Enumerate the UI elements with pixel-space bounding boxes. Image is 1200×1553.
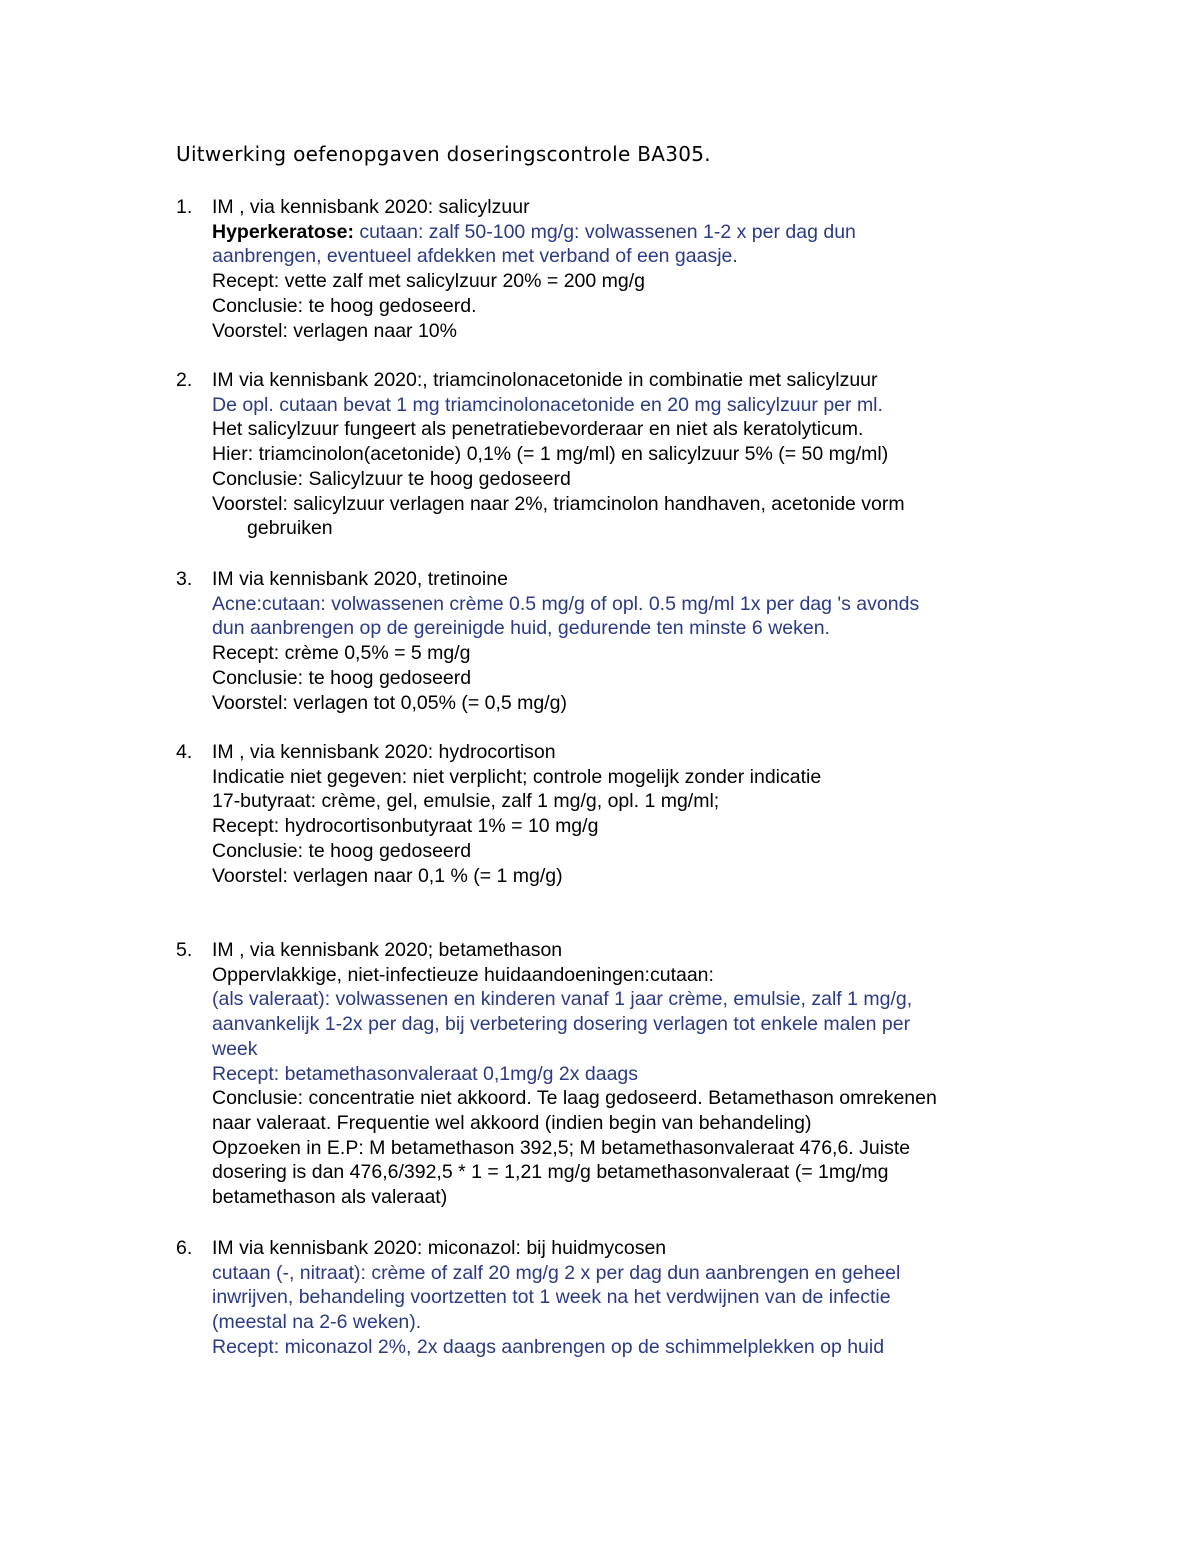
item-conclusie: Conclusie: te hoog gedoseerd.: [212, 294, 477, 317]
item-conclusie: Conclusie: concentratie niet akkoord. Te laag gedoseerd. Betamethason omrekenen: [212, 1087, 937, 1110]
item-indication-line: aanbrengen, eventueel afdekken met verband of een gaasje.: [212, 245, 738, 268]
item-indication-line: Acne:cutaan: volwassenen crème 0.5 mg/g of opl. 0.5 mg/ml 1x per dag 's avonds: [212, 592, 920, 615]
item-opzoeken-continued: dosering is dan 476,6/392,5 * 1 = 1,21 mg/g betamethasonvaleraat (= 1mg/mg: [212, 1161, 889, 1184]
item-voorstel-continued: gebruiken: [247, 517, 333, 540]
item-number: 5.: [176, 939, 193, 961]
item-opzoeken-continued: betamethason als valeraat): [212, 1186, 448, 1209]
item-indication-line: Indicatie niet gegeven: niet verplicht; controle mogelijk zonder indicatie: [212, 765, 822, 788]
indication-label: Hyperkeratose:: [212, 220, 354, 243]
item-heading: IM , via kennisbank 2020: hydrocortison: [212, 741, 556, 763]
item-number: 1.: [176, 196, 193, 218]
item-voorstel: Voorstel: verlagen tot 0,05% (= 0,5 mg/g): [212, 691, 567, 714]
item-indication-line: week: [212, 1037, 258, 1060]
item-number: 3.: [176, 568, 193, 590]
item-heading: IM via kennisbank 2020, tretinoine: [212, 568, 508, 590]
item-indication-line: inwrijven, behandeling voortzetten tot 1 week na het verdwijnen van de infectie: [212, 1286, 891, 1309]
item-voorstel: Voorstel: salicylzuur verlagen naar 2%, triamcinolon handhaven, acetonide vorm: [212, 492, 905, 515]
item-heading: IM , via kennisbank 2020; betamethason: [212, 939, 563, 961]
item-number: 2.: [176, 369, 193, 391]
item-recept: Recept: betamethasonvaleraat 0,1mg/g 2x daags: [212, 1062, 639, 1085]
item-heading: IM via kennisbank 2020: miconazol: bij huidmycosen: [212, 1237, 667, 1259]
item-heading: IM , via kennisbank 2020: salicylzuur: [212, 196, 530, 218]
item-conclusie: Conclusie: te hoog gedoseerd: [212, 666, 472, 689]
item-heading: IM via kennisbank 2020:, triamcinolonacetonide in combinatie met salicylzuur: [212, 369, 878, 391]
item-voorstel: Voorstel: verlagen naar 10%: [212, 319, 457, 342]
item-indication-line: De opl. cutaan bevat 1 mg triamcinolonacetonide en 20 mg salicylzuur per ml.: [212, 393, 883, 416]
item-content: [212, 938, 1042, 1210]
item-conclusie-continued: naar valeraat. Frequentie wel akkoord (indien begin van behandeling): [212, 1111, 812, 1134]
item-conclusie: Conclusie: Salicylzuur te hoog gedoseerd: [212, 467, 571, 490]
item-recept: Recept: miconazol 2%, 2x daags aanbrengen op de schimmelplekken op huid: [212, 1335, 885, 1358]
document-title: Uitwerking oefenopgaven doseringscontrole BA305.: [176, 142, 711, 166]
item-recept: Recept: vette zalf met salicylzuur 20% = 200 mg/g: [212, 270, 645, 293]
item-indication-line: Het salicylzuur fungeert als penetratiebevorderaar en niet als keratolyticum.: [212, 418, 864, 441]
item-content: [212, 368, 1042, 541]
item-number: 6.: [176, 1237, 193, 1259]
item-voorstel: Voorstel: verlagen naar 0,1 % (= 1 mg/g): [212, 864, 563, 887]
item-content: [212, 195, 1042, 343]
item-opzoeken: Opzoeken in E.P: M betamethason 392,5; M betamethasonvaleraat 476,6. Juiste: [212, 1136, 911, 1159]
item-recept: Recept: crème 0,5% = 5 mg/g: [212, 642, 471, 665]
item-content: [212, 740, 1042, 888]
item-indication-line: (meestal na 2-6 weken).: [212, 1311, 422, 1334]
item-indication-line: (als valeraat): volwassenen en kinderen vanaf 1 jaar crème, emulsie, zalf 1 mg/g,: [212, 988, 913, 1011]
item-conclusie: Conclusie: te hoog gedoseerd: [212, 839, 472, 862]
item-number: 4.: [176, 741, 193, 763]
item-hier: Hier: triamcinolon(acetonide) 0,1% (= 1 mg/ml) en salicylzuur 5% (= 50 mg/ml): [212, 443, 889, 466]
item-recept: Recept: hydrocortisonbutyraat 1% = 10 mg/g: [212, 815, 599, 838]
item-indication-line: [212, 220, 1042, 245]
item-content: [212, 1236, 1042, 1360]
item-indication-line: Oppervlakkige, niet-infectieuze huidaandoeningen:cutaan:: [212, 963, 714, 986]
item-content: [212, 567, 1042, 715]
indication-text: cutaan: zalf 50-100 mg/g: volwassenen 1-2 x per dag dun: [353, 220, 856, 243]
item-indication-line: cutaan (-, nitraat): crème of zalf 20 mg/g 2 x per dag dun aanbrengen en geheel: [212, 1261, 901, 1284]
item-indication-line: aanvankelijk 1-2x per dag, bij verbetering dosering verlagen tot enkele malen per: [212, 1013, 911, 1036]
item-indication-line: 17-butyraat: crème, gel, emulsie, zalf 1 mg/g, opl. 1 mg/ml;: [212, 790, 720, 813]
item-indication-line: dun aanbrengen op de gereinigde huid, gedurende ten minste 6 weken.: [212, 617, 830, 640]
